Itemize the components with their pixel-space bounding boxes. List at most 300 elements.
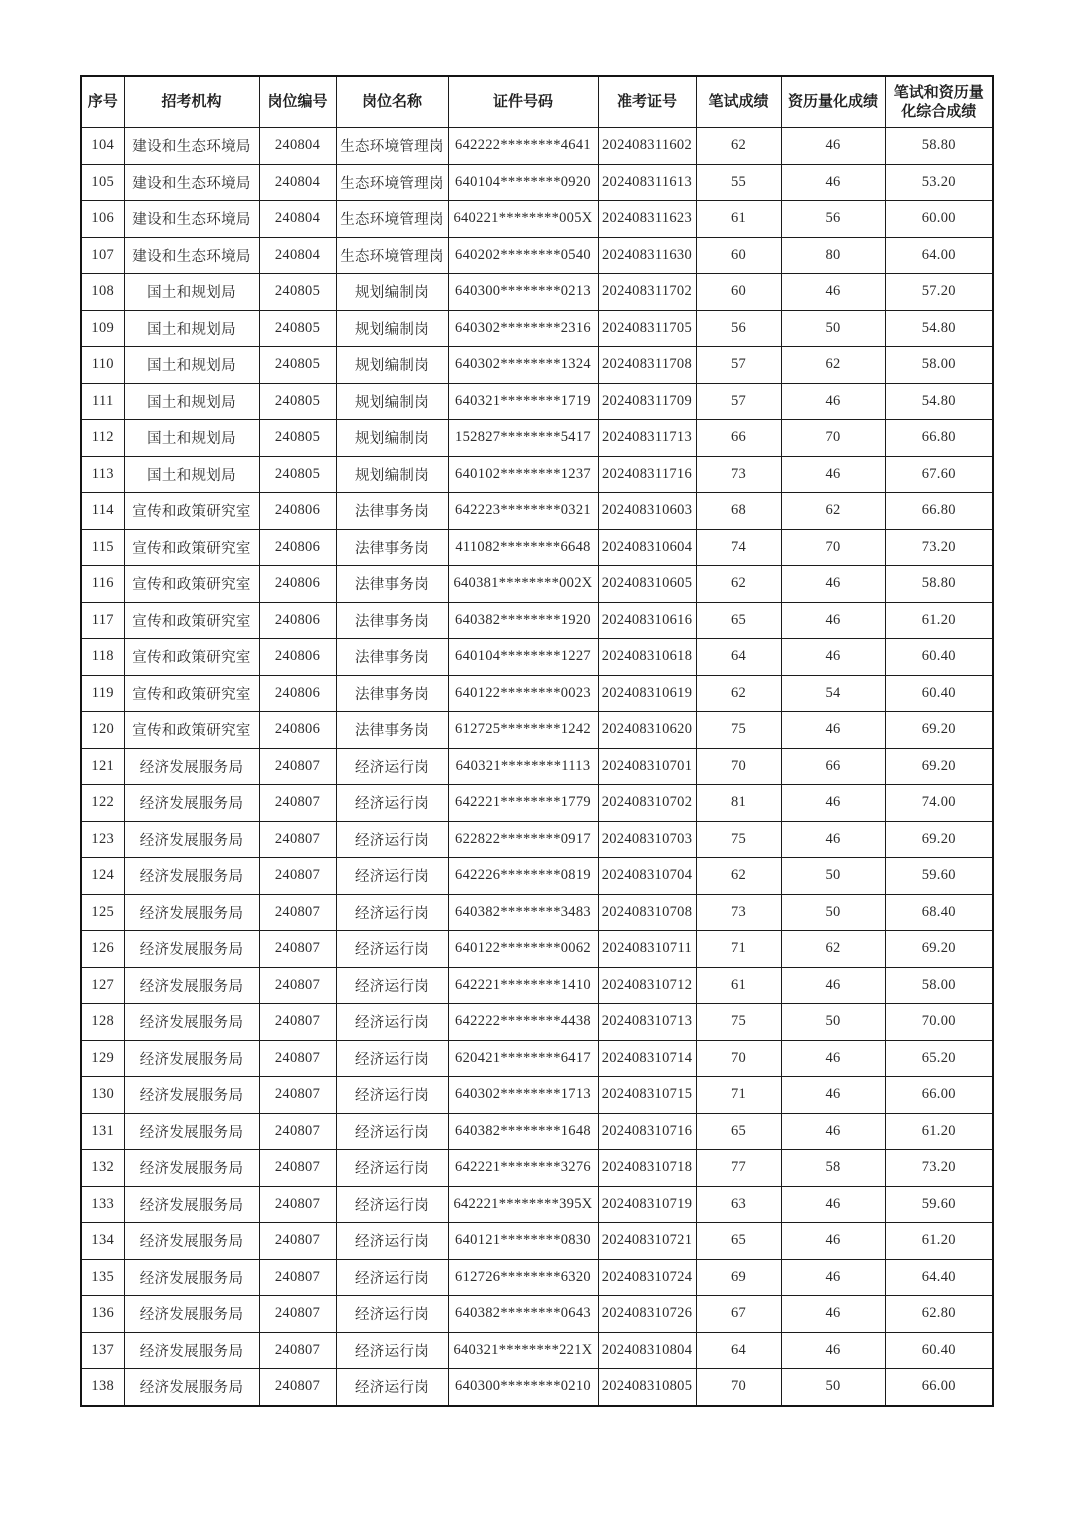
cell-written_score: 71: [696, 1077, 781, 1114]
cell-post_name: 经济运行岗: [336, 858, 448, 895]
cell-agency: 宣传和政策研究室: [124, 566, 259, 603]
cell-id_number: 640382********3483: [448, 894, 598, 931]
cell-no: 113: [81, 456, 124, 493]
cell-qualification_score: 46: [781, 1296, 885, 1333]
table-row: [81, 748, 993, 785]
cell-agency: 国土和规划局: [124, 274, 259, 311]
cell-post_code: 240807: [259, 1332, 336, 1369]
cell-no: 119: [81, 675, 124, 712]
cell-admission_no: 202408311709: [598, 383, 696, 420]
cell-id_number: 612725********1242: [448, 712, 598, 749]
cell-combined_score: 66.80: [885, 420, 993, 457]
cell-written_score: 69: [696, 1259, 781, 1296]
cell-id_number: 642222********4641: [448, 128, 598, 165]
cell-combined_score: 54.80: [885, 383, 993, 420]
cell-combined_score: 74.00: [885, 785, 993, 822]
cell-combined_score: 73.20: [885, 529, 993, 566]
cell-combined_score: 67.60: [885, 456, 993, 493]
cell-admission_no: 202408310714: [598, 1040, 696, 1077]
table-row: [81, 237, 993, 274]
cell-post_name: 生态环境管理岗: [336, 237, 448, 274]
cell-post_code: 240806: [259, 712, 336, 749]
cell-agency: 宣传和政策研究室: [124, 602, 259, 639]
cell-id_number: 622822********0917: [448, 821, 598, 858]
cell-id_number: 640202********0540: [448, 237, 598, 274]
cell-no: 120: [81, 712, 124, 749]
cell-admission_no: 202408310719: [598, 1186, 696, 1223]
cell-combined_score: 64.00: [885, 237, 993, 274]
cell-post_name: 经济运行岗: [336, 1369, 448, 1406]
cell-written_score: 56: [696, 310, 781, 347]
cell-admission_no: 202408311713: [598, 420, 696, 457]
table-row: [81, 566, 993, 603]
cell-agency: 经济发展服务局: [124, 1186, 259, 1223]
cell-written_score: 73: [696, 894, 781, 931]
cell-agency: 经济发展服务局: [124, 894, 259, 931]
cell-id_number: 640302********1713: [448, 1077, 598, 1114]
cell-post_name: 规划编制岗: [336, 456, 448, 493]
cell-post_code: 240807: [259, 1369, 336, 1406]
cell-admission_no: 202408310701: [598, 748, 696, 785]
cell-no: 125: [81, 894, 124, 931]
cell-no: 105: [81, 164, 124, 201]
cell-id_number: 642223********0321: [448, 493, 598, 530]
cell-admission_no: 202408311623: [598, 201, 696, 238]
cell-no: 131: [81, 1113, 124, 1150]
cell-id_number: 612726********6320: [448, 1259, 598, 1296]
cell-post_code: 240806: [259, 602, 336, 639]
cell-post_code: 240805: [259, 420, 336, 457]
cell-post_code: 240807: [259, 894, 336, 931]
cell-id_number: 642221********1779: [448, 785, 598, 822]
cell-written_score: 70: [696, 1040, 781, 1077]
cell-id_number: 640102********1237: [448, 456, 598, 493]
cell-post_code: 240806: [259, 675, 336, 712]
cell-admission_no: 202408310708: [598, 894, 696, 931]
cell-post_code: 240804: [259, 164, 336, 201]
cell-qualification_score: 50: [781, 894, 885, 931]
cell-agency: 宣传和政策研究室: [124, 712, 259, 749]
cell-combined_score: 53.20: [885, 164, 993, 201]
cell-id_number: 640104********1227: [448, 639, 598, 676]
table-row: [81, 1186, 993, 1223]
cell-agency: 经济发展服务局: [124, 1077, 259, 1114]
cell-agency: 建设和生态环境局: [124, 128, 259, 165]
cell-agency: 宣传和政策研究室: [124, 529, 259, 566]
cell-qualification_score: 50: [781, 1004, 885, 1041]
cell-agency: 经济发展服务局: [124, 821, 259, 858]
table-row: [81, 347, 993, 384]
cell-post_code: 240807: [259, 931, 336, 968]
cell-id_number: 642222********4438: [448, 1004, 598, 1041]
table-row: [81, 894, 993, 931]
cell-post_code: 240807: [259, 1223, 336, 1260]
table-body: [81, 128, 993, 1406]
table-row: [81, 1369, 993, 1406]
cell-no: 135: [81, 1259, 124, 1296]
cell-no: 107: [81, 237, 124, 274]
cell-id_number: 640321********1719: [448, 383, 598, 420]
cell-qualification_score: 50: [781, 858, 885, 895]
cell-agency: 经济发展服务局: [124, 1369, 259, 1406]
cell-no: 137: [81, 1332, 124, 1369]
cell-admission_no: 202408310713: [598, 1004, 696, 1041]
table-row: [81, 128, 993, 165]
cell-post_name: 经济运行岗: [336, 1113, 448, 1150]
cell-qualification_score: 46: [781, 821, 885, 858]
table-row: [81, 931, 993, 968]
header-post-name: 岗位名称: [336, 76, 448, 128]
cell-post_name: 法律事务岗: [336, 602, 448, 639]
cell-combined_score: 60.40: [885, 1332, 993, 1369]
table-row: [81, 164, 993, 201]
cell-post_name: 法律事务岗: [336, 529, 448, 566]
cell-combined_score: 59.60: [885, 858, 993, 895]
table-row: [81, 493, 993, 530]
cell-qualification_score: 46: [781, 566, 885, 603]
cell-written_score: 64: [696, 639, 781, 676]
cell-admission_no: 202408311705: [598, 310, 696, 347]
cell-no: 122: [81, 785, 124, 822]
cell-qualification_score: 46: [781, 383, 885, 420]
cell-post_code: 240805: [259, 456, 336, 493]
cell-no: 136: [81, 1296, 124, 1333]
cell-post_name: 法律事务岗: [336, 639, 448, 676]
cell-no: 121: [81, 748, 124, 785]
cell-admission_no: 202408310704: [598, 858, 696, 895]
cell-agency: 建设和生态环境局: [124, 164, 259, 201]
cell-no: 134: [81, 1223, 124, 1260]
cell-post_name: 经济运行岗: [336, 1223, 448, 1260]
table-row: [81, 1259, 993, 1296]
cell-written_score: 70: [696, 1369, 781, 1406]
table-row: [81, 1332, 993, 1369]
cell-post_name: 法律事务岗: [336, 675, 448, 712]
cell-no: 138: [81, 1369, 124, 1406]
cell-no: 104: [81, 128, 124, 165]
cell-post_code: 240806: [259, 639, 336, 676]
cell-qualification_score: 46: [781, 1332, 885, 1369]
cell-post_code: 240804: [259, 237, 336, 274]
cell-qualification_score: 54: [781, 675, 885, 712]
table-row: [81, 785, 993, 822]
cell-combined_score: 69.20: [885, 931, 993, 968]
exam-score-table: [80, 75, 994, 1407]
cell-qualification_score: 62: [781, 493, 885, 530]
cell-no: 132: [81, 1150, 124, 1187]
cell-combined_score: 60.40: [885, 675, 993, 712]
cell-no: 114: [81, 493, 124, 530]
cell-post_code: 240807: [259, 967, 336, 1004]
cell-post_code: 240807: [259, 1296, 336, 1333]
cell-post_name: 规划编制岗: [336, 383, 448, 420]
cell-combined_score: 70.00: [885, 1004, 993, 1041]
cell-post_name: 经济运行岗: [336, 1332, 448, 1369]
cell-written_score: 61: [696, 201, 781, 238]
cell-admission_no: 202408311702: [598, 274, 696, 311]
table-row: [81, 1113, 993, 1150]
cell-written_score: 57: [696, 347, 781, 384]
cell-qualification_score: 46: [781, 164, 885, 201]
cell-combined_score: 54.80: [885, 310, 993, 347]
cell-admission_no: 202408310616: [598, 602, 696, 639]
cell-agency: 经济发展服务局: [124, 1004, 259, 1041]
cell-post_name: 法律事务岗: [336, 493, 448, 530]
cell-no: 106: [81, 201, 124, 238]
cell-written_score: 55: [696, 164, 781, 201]
cell-admission_no: 202408311602: [598, 128, 696, 165]
cell-qualification_score: 58: [781, 1150, 885, 1187]
cell-id_number: 152827********5417: [448, 420, 598, 457]
cell-admission_no: 202408310721: [598, 1223, 696, 1260]
cell-combined_score: 58.80: [885, 566, 993, 603]
cell-post_code: 240805: [259, 383, 336, 420]
cell-qualification_score: 62: [781, 931, 885, 968]
cell-written_score: 66: [696, 420, 781, 457]
cell-combined_score: 60.00: [885, 201, 993, 238]
cell-id_number: 642221********395X: [448, 1186, 598, 1223]
cell-post_code: 240807: [259, 785, 336, 822]
cell-qualification_score: 46: [781, 639, 885, 676]
cell-no: 124: [81, 858, 124, 895]
table-row: [81, 310, 993, 347]
cell-agency: 国土和规划局: [124, 310, 259, 347]
cell-combined_score: 61.20: [885, 1223, 993, 1260]
cell-qualification_score: 46: [781, 456, 885, 493]
cell-written_score: 61: [696, 967, 781, 1004]
cell-qualification_score: 50: [781, 1369, 885, 1406]
cell-qualification_score: 66: [781, 748, 885, 785]
cell-agency: 经济发展服务局: [124, 1040, 259, 1077]
cell-admission_no: 202408310702: [598, 785, 696, 822]
cell-post_code: 240807: [259, 1040, 336, 1077]
cell-written_score: 65: [696, 602, 781, 639]
cell-qualification_score: 80: [781, 237, 885, 274]
cell-post_name: 规划编制岗: [336, 420, 448, 457]
cell-id_number: 640104********0920: [448, 164, 598, 201]
cell-agency: 国土和规划局: [124, 420, 259, 457]
cell-admission_no: 202408311630: [598, 237, 696, 274]
cell-qualification_score: 46: [781, 1113, 885, 1150]
cell-post_code: 240806: [259, 566, 336, 603]
cell-admission_no: 202408310703: [598, 821, 696, 858]
cell-written_score: 60: [696, 237, 781, 274]
header-written-score: 笔试成绩: [696, 76, 781, 128]
cell-agency: 宣传和政策研究室: [124, 493, 259, 530]
cell-agency: 建设和生态环境局: [124, 201, 259, 238]
cell-admission_no: 202408310605: [598, 566, 696, 603]
cell-agency: 国土和规划局: [124, 383, 259, 420]
header-admission-ticket-number: 准考证号: [598, 76, 696, 128]
table-row: [81, 1296, 993, 1333]
cell-agency: 国土和规划局: [124, 347, 259, 384]
cell-agency: 宣传和政策研究室: [124, 675, 259, 712]
cell-no: 126: [81, 931, 124, 968]
cell-qualification_score: 46: [781, 128, 885, 165]
cell-id_number: 640302********1324: [448, 347, 598, 384]
cell-id_number: 640302********2316: [448, 310, 598, 347]
cell-combined_score: 58.80: [885, 128, 993, 165]
cell-post_name: 法律事务岗: [336, 566, 448, 603]
cell-written_score: 63: [696, 1186, 781, 1223]
cell-no: 130: [81, 1077, 124, 1114]
cell-combined_score: 61.20: [885, 1113, 993, 1150]
cell-post_code: 240806: [259, 529, 336, 566]
cell-combined_score: 58.00: [885, 347, 993, 384]
header-recruiting-agency: 招考机构: [124, 76, 259, 128]
cell-admission_no: 202408310711: [598, 931, 696, 968]
cell-post_name: 规划编制岗: [336, 310, 448, 347]
cell-id_number: 640381********002X: [448, 566, 598, 603]
cell-combined_score: 68.40: [885, 894, 993, 931]
table-row: [81, 1004, 993, 1041]
cell-written_score: 62: [696, 128, 781, 165]
cell-post_code: 240807: [259, 1113, 336, 1150]
cell-agency: 经济发展服务局: [124, 1332, 259, 1369]
cell-qualification_score: 62: [781, 347, 885, 384]
cell-no: 123: [81, 821, 124, 858]
cell-post_name: 生态环境管理岗: [336, 164, 448, 201]
cell-post_code: 240805: [259, 274, 336, 311]
cell-written_score: 65: [696, 1223, 781, 1260]
cell-written_score: 62: [696, 566, 781, 603]
cell-agency: 经济发展服务局: [124, 1296, 259, 1333]
cell-agency: 宣传和政策研究室: [124, 639, 259, 676]
cell-agency: 经济发展服务局: [124, 748, 259, 785]
cell-written_score: 68: [696, 493, 781, 530]
cell-post_code: 240807: [259, 858, 336, 895]
table-row: [81, 201, 993, 238]
cell-id_number: 640221********005X: [448, 201, 598, 238]
cell-agency: 国土和规划局: [124, 456, 259, 493]
cell-id_number: 640122********0062: [448, 931, 598, 968]
table-row: [81, 456, 993, 493]
cell-id_number: 642221********1410: [448, 967, 598, 1004]
cell-written_score: 67: [696, 1296, 781, 1333]
table-row: [81, 967, 993, 1004]
table-row: [81, 420, 993, 457]
cell-admission_no: 202408310718: [598, 1150, 696, 1187]
cell-admission_no: 202408310619: [598, 675, 696, 712]
cell-id_number: 620421********6417: [448, 1040, 598, 1077]
table-row: [81, 712, 993, 749]
cell-no: 128: [81, 1004, 124, 1041]
cell-admission_no: 202408310715: [598, 1077, 696, 1114]
cell-agency: 经济发展服务局: [124, 785, 259, 822]
cell-qualification_score: 46: [781, 1186, 885, 1223]
cell-post_code: 240807: [259, 1259, 336, 1296]
cell-written_score: 71: [696, 931, 781, 968]
cell-agency: 经济发展服务局: [124, 1259, 259, 1296]
cell-id_number: 640122********0023: [448, 675, 598, 712]
cell-combined_score: 64.40: [885, 1259, 993, 1296]
cell-post_code: 240807: [259, 1150, 336, 1187]
cell-no: 115: [81, 529, 124, 566]
table-row: [81, 821, 993, 858]
cell-admission_no: 202408310712: [598, 967, 696, 1004]
cell-post_name: 经济运行岗: [336, 894, 448, 931]
cell-admission_no: 202408310604: [598, 529, 696, 566]
table-row: [81, 274, 993, 311]
cell-qualification_score: 70: [781, 420, 885, 457]
cell-no: 108: [81, 274, 124, 311]
cell-post_name: 经济运行岗: [336, 967, 448, 1004]
cell-admission_no: 202408310716: [598, 1113, 696, 1150]
cell-combined_score: 66.00: [885, 1077, 993, 1114]
cell-id_number: 411082********6648: [448, 529, 598, 566]
cell-combined_score: 69.20: [885, 712, 993, 749]
cell-post_name: 生态环境管理岗: [336, 128, 448, 165]
cell-written_score: 65: [696, 1113, 781, 1150]
cell-qualification_score: 46: [781, 1077, 885, 1114]
cell-admission_no: 202408310804: [598, 1332, 696, 1369]
cell-combined_score: 66.00: [885, 1369, 993, 1406]
cell-written_score: 73: [696, 456, 781, 493]
cell-post_code: 240807: [259, 1186, 336, 1223]
cell-admission_no: 202408310724: [598, 1259, 696, 1296]
cell-qualification_score: 50: [781, 310, 885, 347]
cell-combined_score: 73.20: [885, 1150, 993, 1187]
cell-agency: 经济发展服务局: [124, 931, 259, 968]
cell-qualification_score: 46: [781, 1040, 885, 1077]
cell-id_number: 640300********0210: [448, 1369, 598, 1406]
cell-post_code: 240807: [259, 748, 336, 785]
cell-written_score: 81: [696, 785, 781, 822]
table-row: [81, 1223, 993, 1260]
cell-written_score: 77: [696, 1150, 781, 1187]
cell-written_score: 64: [696, 1332, 781, 1369]
document-page: [80, 75, 994, 1407]
cell-admission_no: 202408311613: [598, 164, 696, 201]
cell-qualification_score: 46: [781, 602, 885, 639]
cell-combined_score: 60.40: [885, 639, 993, 676]
cell-post_code: 240807: [259, 1077, 336, 1114]
cell-post_name: 经济运行岗: [336, 1150, 448, 1187]
cell-no: 117: [81, 602, 124, 639]
cell-no: 112: [81, 420, 124, 457]
cell-qualification_score: 46: [781, 274, 885, 311]
cell-id_number: 640382********1920: [448, 602, 598, 639]
cell-qualification_score: 70: [781, 529, 885, 566]
cell-written_score: 75: [696, 712, 781, 749]
cell-post_code: 240807: [259, 821, 336, 858]
cell-agency: 经济发展服务局: [124, 858, 259, 895]
cell-no: 109: [81, 310, 124, 347]
cell-post_name: 法律事务岗: [336, 712, 448, 749]
cell-post_name: 生态环境管理岗: [336, 201, 448, 238]
cell-post_code: 240805: [259, 310, 336, 347]
cell-no: 116: [81, 566, 124, 603]
cell-id_number: 640382********0643: [448, 1296, 598, 1333]
cell-id_number: 640321********221X: [448, 1332, 598, 1369]
cell-post_code: 240806: [259, 493, 336, 530]
cell-agency: 经济发展服务局: [124, 967, 259, 1004]
cell-admission_no: 202408310603: [598, 493, 696, 530]
cell-no: 127: [81, 967, 124, 1004]
cell-qualification_score: 46: [781, 1223, 885, 1260]
cell-agency: 建设和生态环境局: [124, 237, 259, 274]
cell-written_score: 62: [696, 858, 781, 895]
cell-post_name: 经济运行岗: [336, 1259, 448, 1296]
cell-no: 133: [81, 1186, 124, 1223]
cell-no: 129: [81, 1040, 124, 1077]
table-row: [81, 529, 993, 566]
cell-no: 110: [81, 347, 124, 384]
header-qualification-score: 资历量化成绩: [781, 76, 885, 128]
cell-post_name: 经济运行岗: [336, 1296, 448, 1333]
cell-id_number: 642221********3276: [448, 1150, 598, 1187]
cell-post_name: 经济运行岗: [336, 748, 448, 785]
